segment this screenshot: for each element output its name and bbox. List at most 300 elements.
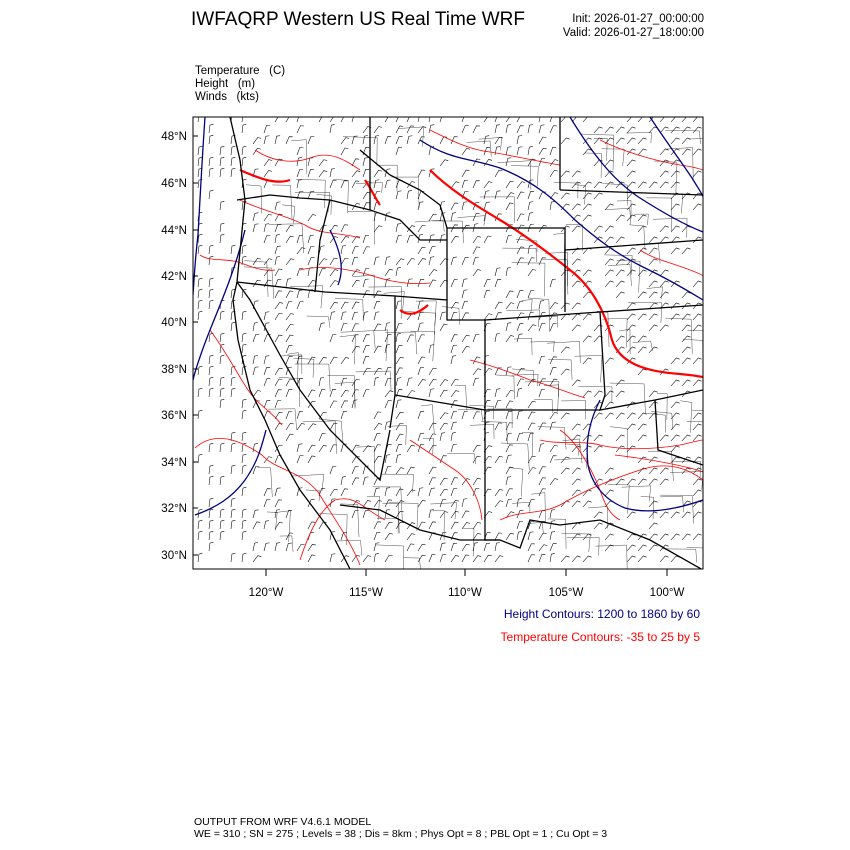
wind-barb bbox=[231, 366, 235, 375]
wind-barb bbox=[451, 257, 457, 265]
wind-barb bbox=[671, 380, 680, 386]
wind-barb bbox=[209, 278, 213, 287]
county-line bbox=[377, 518, 399, 533]
wind-barb bbox=[506, 303, 514, 309]
wind-barb bbox=[561, 347, 570, 353]
wind-barb bbox=[473, 214, 480, 221]
wind-barb bbox=[671, 424, 680, 430]
wind-barb bbox=[539, 379, 546, 386]
wind-barb bbox=[693, 413, 702, 419]
wind-barb bbox=[297, 290, 303, 298]
wind-barb bbox=[572, 479, 581, 485]
wind-barb bbox=[209, 256, 213, 265]
wind-barb bbox=[638, 182, 647, 188]
wind-barb bbox=[539, 545, 547, 551]
wind-barb bbox=[462, 301, 468, 309]
wind-barb bbox=[528, 290, 534, 298]
county-line bbox=[511, 166, 538, 187]
wind-barb bbox=[528, 532, 534, 540]
wind-barb bbox=[627, 215, 636, 221]
wind-barb bbox=[594, 182, 603, 188]
wind-barb bbox=[198, 520, 202, 529]
wind-barb bbox=[572, 226, 581, 232]
wind-barb bbox=[473, 257, 479, 265]
wind-barb bbox=[209, 520, 213, 529]
wind-barb bbox=[495, 114, 501, 122]
wind-barb bbox=[550, 532, 555, 540]
county-line bbox=[442, 307, 460, 325]
wind-barb bbox=[506, 401, 513, 408]
county-line bbox=[641, 496, 654, 519]
wind-barb bbox=[616, 138, 625, 144]
wind-barb bbox=[374, 456, 382, 463]
wind-barb bbox=[418, 323, 424, 331]
wind-barb bbox=[352, 346, 360, 353]
wind-barb bbox=[495, 268, 500, 276]
wind-barb bbox=[550, 510, 555, 518]
latitude-label: 38°N bbox=[161, 364, 187, 376]
wind-barb bbox=[385, 378, 391, 386]
wind-barb bbox=[638, 149, 647, 155]
wind-barb bbox=[264, 521, 269, 529]
wind-barb bbox=[583, 182, 592, 188]
wind-barb bbox=[253, 543, 258, 551]
wind-barb bbox=[286, 335, 293, 342]
wind-barb bbox=[374, 170, 382, 177]
wind-barb bbox=[451, 478, 458, 485]
wind-barb bbox=[462, 555, 469, 562]
wind-barb bbox=[528, 146, 533, 155]
wind-barb bbox=[594, 512, 603, 518]
wind-barb bbox=[605, 237, 614, 243]
county-line bbox=[244, 261, 268, 297]
county-line bbox=[376, 545, 404, 581]
wind-barb bbox=[682, 347, 691, 353]
county-line bbox=[596, 545, 628, 571]
wind-barb bbox=[539, 301, 544, 309]
wind-barb bbox=[363, 279, 369, 287]
county-line bbox=[628, 303, 662, 323]
footer-model: OUTPUT FROM WRF V4.6.1 MODEL bbox=[194, 816, 372, 828]
wind-barb bbox=[374, 522, 381, 529]
wind-barb bbox=[484, 202, 490, 210]
wind-barb bbox=[649, 314, 658, 320]
wind-barb bbox=[528, 500, 535, 507]
wind-barb bbox=[363, 135, 368, 144]
county-line bbox=[597, 311, 609, 347]
wind-barb bbox=[594, 435, 603, 441]
county-line bbox=[683, 339, 703, 361]
wind-barb bbox=[198, 553, 202, 562]
wind-barb bbox=[473, 556, 481, 562]
wind-barb bbox=[330, 423, 337, 430]
wind-barb bbox=[429, 280, 436, 287]
wind-barb bbox=[297, 169, 303, 177]
wind-barb bbox=[396, 378, 401, 386]
wind-barb bbox=[638, 435, 647, 441]
wind-barb bbox=[220, 509, 224, 518]
wind-barb bbox=[352, 445, 359, 452]
wind-barb bbox=[583, 336, 592, 342]
wind-barb bbox=[264, 489, 271, 496]
wind-barb bbox=[451, 312, 457, 320]
wind-barb bbox=[242, 399, 246, 408]
wind-barb bbox=[286, 510, 292, 518]
wind-barb bbox=[473, 247, 480, 254]
wind-barb bbox=[418, 114, 423, 122]
wind-barb bbox=[341, 476, 346, 485]
wind-barb bbox=[506, 455, 512, 463]
wind-barb bbox=[396, 501, 404, 507]
wind-barb bbox=[330, 401, 337, 408]
wind-barb bbox=[429, 488, 435, 496]
county-line bbox=[410, 331, 434, 361]
wind-barb bbox=[385, 136, 391, 144]
valid-time: Valid: 2026-01-27_18:00:00 bbox=[562, 27, 704, 39]
wind-barb bbox=[286, 291, 293, 298]
wind-barb bbox=[286, 324, 294, 331]
wind-barb bbox=[407, 445, 415, 452]
county-line bbox=[296, 179, 325, 208]
wind-barb bbox=[407, 378, 412, 386]
wind-barb bbox=[583, 204, 592, 210]
wind-barb bbox=[605, 534, 614, 540]
wind-barb bbox=[253, 224, 259, 232]
wind-barb bbox=[275, 224, 281, 232]
wind-barb bbox=[605, 182, 614, 188]
wind-barb bbox=[495, 556, 503, 562]
wind-barb bbox=[605, 402, 614, 408]
wind-barb bbox=[473, 522, 481, 529]
wind-barb bbox=[209, 333, 213, 342]
county-line bbox=[512, 502, 530, 512]
wind-barb bbox=[693, 127, 702, 133]
county-line bbox=[634, 214, 648, 225]
wind-barb bbox=[264, 367, 270, 375]
wind-barb bbox=[517, 258, 524, 265]
wind-barb bbox=[462, 411, 468, 419]
wind-barb bbox=[429, 114, 434, 122]
wind-barb bbox=[660, 281, 669, 287]
wind-barb bbox=[418, 127, 426, 133]
wind-barb bbox=[275, 291, 282, 298]
wind-barb bbox=[297, 444, 302, 452]
wind-barb bbox=[671, 226, 680, 232]
wind-barb bbox=[638, 336, 647, 342]
wind-barb bbox=[539, 511, 545, 518]
wind-barb bbox=[473, 456, 481, 463]
wind-barb bbox=[561, 457, 570, 463]
wind-barb bbox=[407, 126, 414, 133]
wind-barb bbox=[242, 509, 246, 518]
wind-barb bbox=[396, 489, 403, 496]
wind-barb bbox=[308, 424, 316, 430]
latitude-label: 46°N bbox=[161, 178, 187, 190]
wind-barb bbox=[649, 292, 658, 298]
wind-barb bbox=[451, 555, 459, 562]
wind-barb bbox=[264, 401, 270, 408]
county-line bbox=[617, 260, 640, 292]
wind-barb bbox=[385, 466, 391, 474]
county-line bbox=[610, 427, 627, 459]
county-line bbox=[294, 358, 314, 378]
wind-barb bbox=[693, 171, 702, 177]
wind-barb bbox=[319, 389, 325, 397]
wind-barb bbox=[330, 124, 335, 133]
wind-barb bbox=[341, 323, 347, 331]
wind-barb bbox=[550, 553, 555, 562]
wind-barb bbox=[407, 467, 415, 474]
wind-barb bbox=[539, 137, 546, 144]
wind-barb bbox=[451, 411, 457, 419]
wind-barb bbox=[198, 245, 202, 254]
wind-barb bbox=[363, 500, 371, 507]
county-line bbox=[496, 375, 515, 399]
wind-barb bbox=[506, 335, 514, 342]
wind-barb bbox=[671, 138, 680, 144]
longitude-label: 105°W bbox=[548, 587, 584, 599]
county-line bbox=[512, 374, 539, 386]
wind-barb bbox=[198, 289, 202, 298]
wind-barb bbox=[693, 512, 702, 518]
wind-barb bbox=[627, 314, 636, 320]
wind-barb bbox=[583, 149, 592, 155]
wind-barb bbox=[528, 245, 533, 254]
wind-barb bbox=[418, 500, 426, 507]
wind-barb bbox=[649, 523, 658, 529]
wind-barb bbox=[550, 479, 558, 485]
wind-barb bbox=[286, 379, 293, 386]
wind-barb bbox=[627, 556, 636, 562]
county-line bbox=[391, 177, 419, 208]
wind-barb bbox=[539, 114, 544, 122]
wind-barb bbox=[209, 124, 213, 133]
wind-barb bbox=[319, 171, 327, 177]
latitude-label: 34°N bbox=[161, 457, 187, 469]
wind-barb bbox=[264, 235, 270, 243]
wind-barb bbox=[440, 413, 448, 419]
wind-barb bbox=[594, 237, 603, 243]
wind-barb bbox=[506, 203, 513, 210]
wind-barb bbox=[649, 391, 658, 397]
wind-barb bbox=[539, 389, 545, 397]
county-line bbox=[525, 382, 559, 412]
wind-barb bbox=[495, 125, 500, 133]
wind-barb bbox=[286, 434, 293, 441]
wind-barb bbox=[539, 423, 546, 430]
wind-barb bbox=[308, 390, 315, 397]
wind-barb bbox=[682, 226, 691, 232]
wind-barb bbox=[220, 531, 224, 540]
wind-barb bbox=[341, 225, 348, 232]
wind-barb bbox=[627, 413, 636, 419]
wind-barb bbox=[638, 413, 647, 419]
wind-barb bbox=[209, 443, 213, 452]
county-line bbox=[665, 318, 692, 354]
wind-barb bbox=[396, 423, 404, 430]
wind-barb bbox=[220, 377, 224, 386]
wind-barb bbox=[462, 511, 469, 518]
wind-barb bbox=[396, 324, 402, 331]
wind-barb bbox=[539, 444, 544, 452]
wind-barb bbox=[352, 390, 359, 397]
wind-barb bbox=[528, 412, 535, 419]
wind-barb bbox=[242, 124, 246, 133]
wind-barb bbox=[638, 545, 647, 551]
wind-barb bbox=[396, 468, 404, 474]
wind-barb bbox=[440, 324, 447, 331]
wind-barb bbox=[506, 533, 514, 540]
wind-barb bbox=[308, 445, 315, 452]
wind-barb bbox=[374, 368, 382, 375]
wind-barb bbox=[319, 357, 327, 364]
wind-barb bbox=[594, 391, 603, 397]
wind-barb bbox=[209, 157, 213, 166]
wind-barb bbox=[220, 355, 224, 364]
wind-barb bbox=[649, 545, 658, 551]
wind-barb bbox=[528, 555, 535, 562]
county-line bbox=[665, 130, 700, 144]
wind-barb bbox=[198, 388, 202, 397]
height-contours bbox=[193, 117, 703, 515]
wind-barb bbox=[484, 136, 489, 144]
wind-barb bbox=[198, 311, 202, 320]
wind-barb bbox=[275, 400, 281, 408]
county-line bbox=[538, 427, 566, 450]
wind-barb bbox=[627, 534, 636, 540]
wind-barb bbox=[693, 314, 702, 320]
wind-barb bbox=[363, 346, 369, 353]
wind-barb bbox=[374, 136, 379, 144]
wind-barb bbox=[616, 237, 625, 243]
wind-barb bbox=[682, 435, 691, 441]
wind-barb bbox=[385, 522, 393, 529]
wind-barb bbox=[495, 170, 502, 177]
wind-barb bbox=[220, 157, 224, 166]
wind-barb bbox=[451, 203, 458, 210]
wind-barb bbox=[330, 258, 338, 265]
wind-barb bbox=[539, 225, 547, 232]
wind-barb bbox=[572, 556, 581, 562]
county-line bbox=[501, 443, 529, 470]
wind-barb bbox=[352, 312, 358, 320]
wind-barb bbox=[220, 146, 224, 155]
wind-barb bbox=[363, 247, 370, 254]
wind-barb bbox=[649, 347, 658, 353]
wind-barb bbox=[330, 357, 337, 364]
latitude-label: 40°N bbox=[161, 317, 187, 329]
wind-barb bbox=[550, 544, 557, 551]
wind-barb bbox=[528, 401, 536, 408]
wind-barb bbox=[451, 511, 459, 518]
county-line bbox=[531, 316, 558, 327]
wind-barb bbox=[429, 368, 437, 375]
wind-barb bbox=[638, 215, 647, 221]
wind-barb bbox=[374, 434, 380, 441]
wind-barb bbox=[572, 314, 581, 320]
wind-barb bbox=[583, 358, 592, 364]
wind-barb bbox=[275, 543, 280, 551]
county-line bbox=[662, 549, 697, 562]
wind-barb bbox=[418, 301, 423, 309]
wind-barb bbox=[429, 467, 436, 474]
wind-barb bbox=[418, 335, 425, 342]
wind-barb bbox=[352, 257, 358, 265]
wind-barb bbox=[440, 312, 446, 320]
wind-barb bbox=[572, 490, 581, 496]
wind-barb bbox=[297, 248, 305, 254]
longitude-label: 100°W bbox=[649, 587, 685, 599]
wind-barb bbox=[649, 479, 658, 485]
wind-barb bbox=[231, 498, 235, 507]
wind-barb bbox=[671, 446, 680, 452]
wind-barb bbox=[550, 324, 557, 331]
wind-barb bbox=[693, 193, 702, 199]
wind-barb bbox=[605, 468, 614, 474]
wind-barb bbox=[209, 542, 213, 551]
wind-barb bbox=[220, 311, 224, 320]
county-line bbox=[282, 205, 295, 223]
county-line bbox=[605, 208, 631, 224]
wind-barb bbox=[440, 390, 448, 397]
wind-barb bbox=[616, 413, 625, 419]
wind-barb bbox=[220, 443, 224, 452]
wind-barb bbox=[396, 137, 403, 144]
wind-barb bbox=[572, 380, 581, 386]
wind-barb bbox=[231, 377, 235, 386]
wind-barb bbox=[407, 391, 415, 397]
wind-barb bbox=[209, 135, 213, 144]
county-line bbox=[333, 179, 349, 213]
wind-barb bbox=[396, 115, 403, 122]
wind-barb bbox=[308, 214, 316, 221]
county-line bbox=[653, 218, 687, 237]
wind-barb bbox=[264, 224, 269, 232]
axis-ticks bbox=[193, 136, 667, 576]
wind-barb bbox=[550, 445, 558, 452]
longitude-label: 120°W bbox=[248, 587, 284, 599]
wind-barb bbox=[594, 127, 603, 133]
wind-barb bbox=[671, 402, 680, 408]
wind-barb bbox=[594, 523, 603, 529]
wind-barb bbox=[473, 533, 481, 540]
wind-barb bbox=[451, 280, 458, 287]
wind-barb bbox=[396, 333, 401, 342]
wind-barb bbox=[319, 269, 326, 276]
wind-barb bbox=[385, 391, 393, 397]
wind-barb bbox=[429, 389, 434, 397]
wind-barb bbox=[616, 336, 625, 342]
wind-barb bbox=[220, 399, 224, 408]
wind-barb bbox=[297, 180, 302, 188]
wind-barb bbox=[517, 126, 524, 133]
wind-barb bbox=[462, 258, 469, 265]
wind-barb bbox=[220, 234, 224, 243]
wind-barb bbox=[308, 158, 313, 166]
wind-barb bbox=[660, 534, 669, 540]
wind-barb bbox=[440, 433, 445, 441]
wind-barb bbox=[539, 467, 546, 474]
wind-barb bbox=[440, 160, 448, 166]
wind-barb bbox=[594, 226, 603, 232]
wind-barb bbox=[605, 270, 614, 276]
wind-barb bbox=[627, 160, 636, 166]
wind-barb bbox=[660, 468, 669, 474]
wind-barb bbox=[462, 499, 467, 507]
wind-barb bbox=[462, 279, 467, 287]
wind-barb bbox=[517, 301, 523, 309]
wind-barb bbox=[660, 435, 669, 441]
